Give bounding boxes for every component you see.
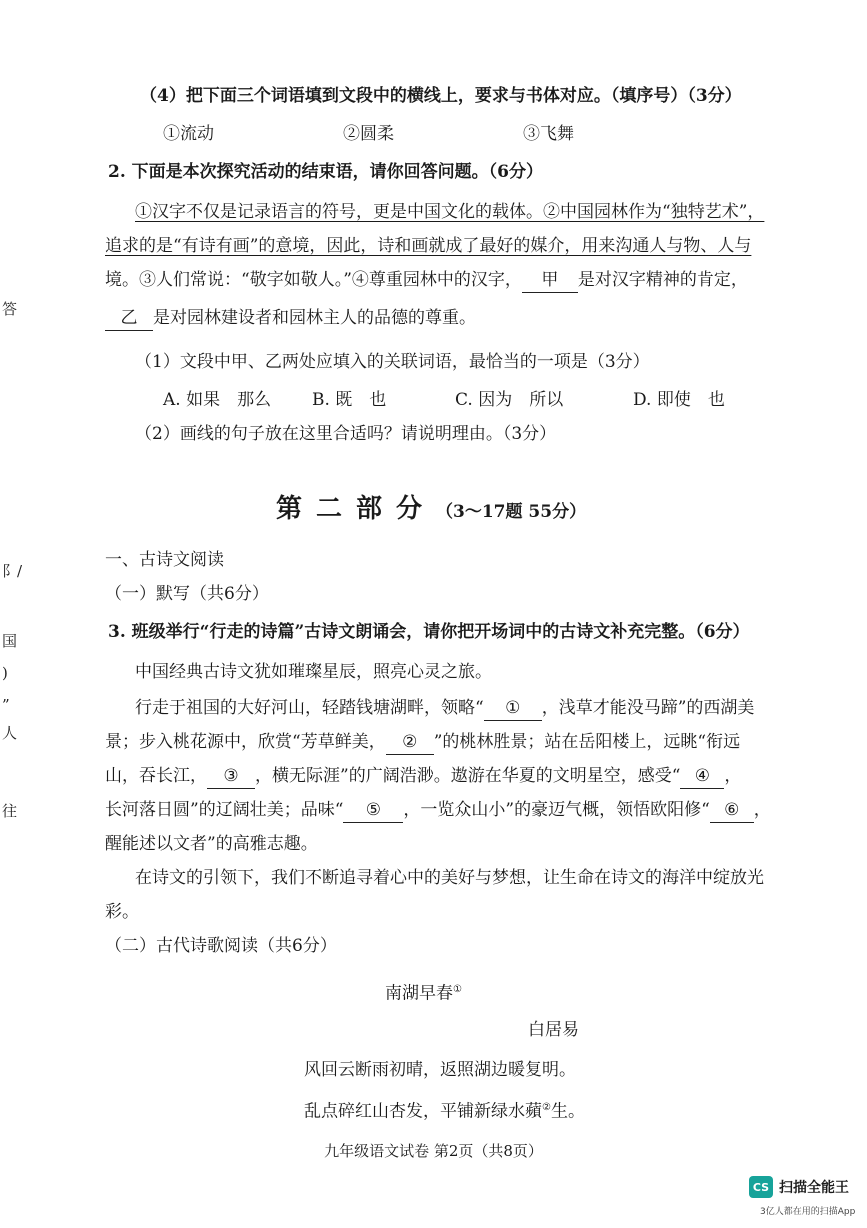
q3-line: [105, 764, 741, 789]
option-2: ②圆柔: [343, 124, 394, 144]
blank-6: ⑥: [710, 798, 754, 823]
subsection-title: （一）默写（共6分）: [105, 584, 269, 604]
q3-text: ”的桃林胜景；站在岳阳楼上，远眺“衔远: [433, 732, 741, 752]
poem-text: 生。: [550, 1101, 585, 1122]
margin-fragment: 往: [2, 802, 18, 820]
blank-3: ③: [207, 764, 255, 789]
q3-text: ，: [753, 800, 771, 820]
margin-fragment: 人: [2, 724, 18, 742]
blank-2: ②: [386, 730, 434, 755]
passage-line: [105, 268, 748, 293]
footnote-mark: ①: [453, 984, 462, 995]
option-3: ③飞舞: [523, 124, 574, 144]
q3-text: 山，吞长江，: [105, 766, 207, 786]
passage-line: 追求的是“有诗有画”的意境，因此，诗和画就成了最好的媒介，用来沟通人与物、人与: [105, 236, 752, 256]
blank-jia: 甲: [522, 268, 578, 293]
q3-text: 行走于祖国的大好河山，轻踏钱塘湖畔，领略“: [135, 698, 484, 718]
margin-fragment: ): [2, 664, 8, 682]
camscanner-logo-icon: CS: [749, 1176, 773, 1198]
page-footer: 九年级语文试卷 第2页（共8页）: [324, 1142, 543, 1160]
q3-line: [135, 696, 754, 721]
poem-title: [385, 978, 462, 1006]
part-title: 第二部分: [276, 494, 437, 524]
question-1-4-prompt: （4）把下面三个词语填到文段中的横线上，要求与书体对应。（填序号）（3分）: [140, 86, 742, 106]
passage-text: 是对园林建设者和园林主人的品德的尊重。: [153, 308, 476, 328]
section-title: 一、古诗文阅读: [105, 550, 224, 570]
watermark-name: 扫描全能王: [779, 1180, 849, 1196]
subsection-title: （二）古代诗歌阅读（共6分）: [105, 936, 337, 956]
poem-text: 乱点碎红山杏发，平铺新绿水蘋: [304, 1101, 542, 1122]
question-2-1: （1）文段中甲、乙两处应填入的关联词语，最恰当的一项是（3分）: [135, 352, 650, 372]
footnote-mark: ②: [542, 1102, 551, 1113]
option-1: ①流动: [163, 124, 214, 144]
choice-b: B. 既 也: [312, 390, 387, 410]
poem-line: [304, 1096, 585, 1124]
passage-text: 境。③人们常说：“敬字如敬人。”④尊重园林中的汉字，: [105, 270, 522, 290]
q3-line: [105, 798, 771, 823]
q3-line: 彩。: [105, 902, 139, 922]
q3-text: ，一览众山小”的豪迈气概，领悟欧阳修“: [403, 800, 710, 820]
q3-text: 景；步入桃花源中，欣赏“芳草鲜美，: [105, 732, 386, 752]
scanner-watermark: [749, 1176, 849, 1198]
blank-1: ①: [484, 696, 542, 721]
poem-author: 白居易: [528, 1020, 579, 1040]
margin-fragment: 阝/: [2, 562, 23, 580]
choice-c: C. 因为 所以: [455, 390, 564, 410]
passage-text: 是对汉字精神的肯定，: [577, 270, 748, 290]
q3-text: 长河落日圆”的辽阔壮美；品味“: [105, 800, 344, 820]
blank-yi: 乙: [105, 306, 153, 331]
margin-fragment: 国: [2, 632, 18, 650]
q3-line: 醒能述以文者”的高雅志趣。: [105, 834, 318, 854]
blank-5: ⑤: [343, 798, 403, 823]
part-score: （3～17题 55分）: [436, 502, 587, 522]
q3-text: ，: [724, 766, 742, 786]
watermark-tagline: 3亿人都在用的扫描App: [760, 1207, 856, 1217]
poem-line: 风回云断雨初晴，返照湖边暖复明。: [304, 1060, 576, 1080]
question-3-prompt: 3. 班级举行“行走的诗篇”古诗文朗诵会，请你把开场词中的古诗文补充完整。（6分）: [108, 622, 750, 642]
passage-line: [105, 306, 476, 331]
question-2-prompt: 2. 下面是本次探究活动的结束语，请你回答问题。（6分）: [108, 162, 543, 182]
q3-text: ，浅草才能没马蹄”的西湖美: [541, 698, 755, 718]
q3-text: ，横无际涯”的广阔浩渺。遨游在华夏的文明星空，感受“: [255, 766, 681, 786]
poem-title-text: 南湖早春: [385, 983, 453, 1004]
q3-line: 在诗文的引领下，我们不断追寻着心中的美好与梦想，让生命在诗文的海洋中绽放光: [135, 868, 764, 888]
choice-a: A. 如果 那么: [163, 390, 272, 410]
margin-fragment: ”: [2, 696, 10, 714]
question-2-2: （2）画线的句子放在这里合适吗？请说明理由。（3分）: [135, 424, 557, 444]
q3-line: 中国经典古诗文犹如璀璨星辰，照亮心灵之旅。: [135, 662, 492, 682]
choice-d: D. 即使 也: [633, 390, 725, 410]
passage-line: ①汉字不仅是记录语言的符号，更是中国文化的载体。②中国园林作为“独特艺术”，: [135, 202, 765, 222]
margin-fragment: 答: [2, 300, 18, 318]
q3-line: [105, 730, 740, 755]
blank-4: ④: [680, 764, 724, 789]
part-heading: [276, 488, 586, 525]
